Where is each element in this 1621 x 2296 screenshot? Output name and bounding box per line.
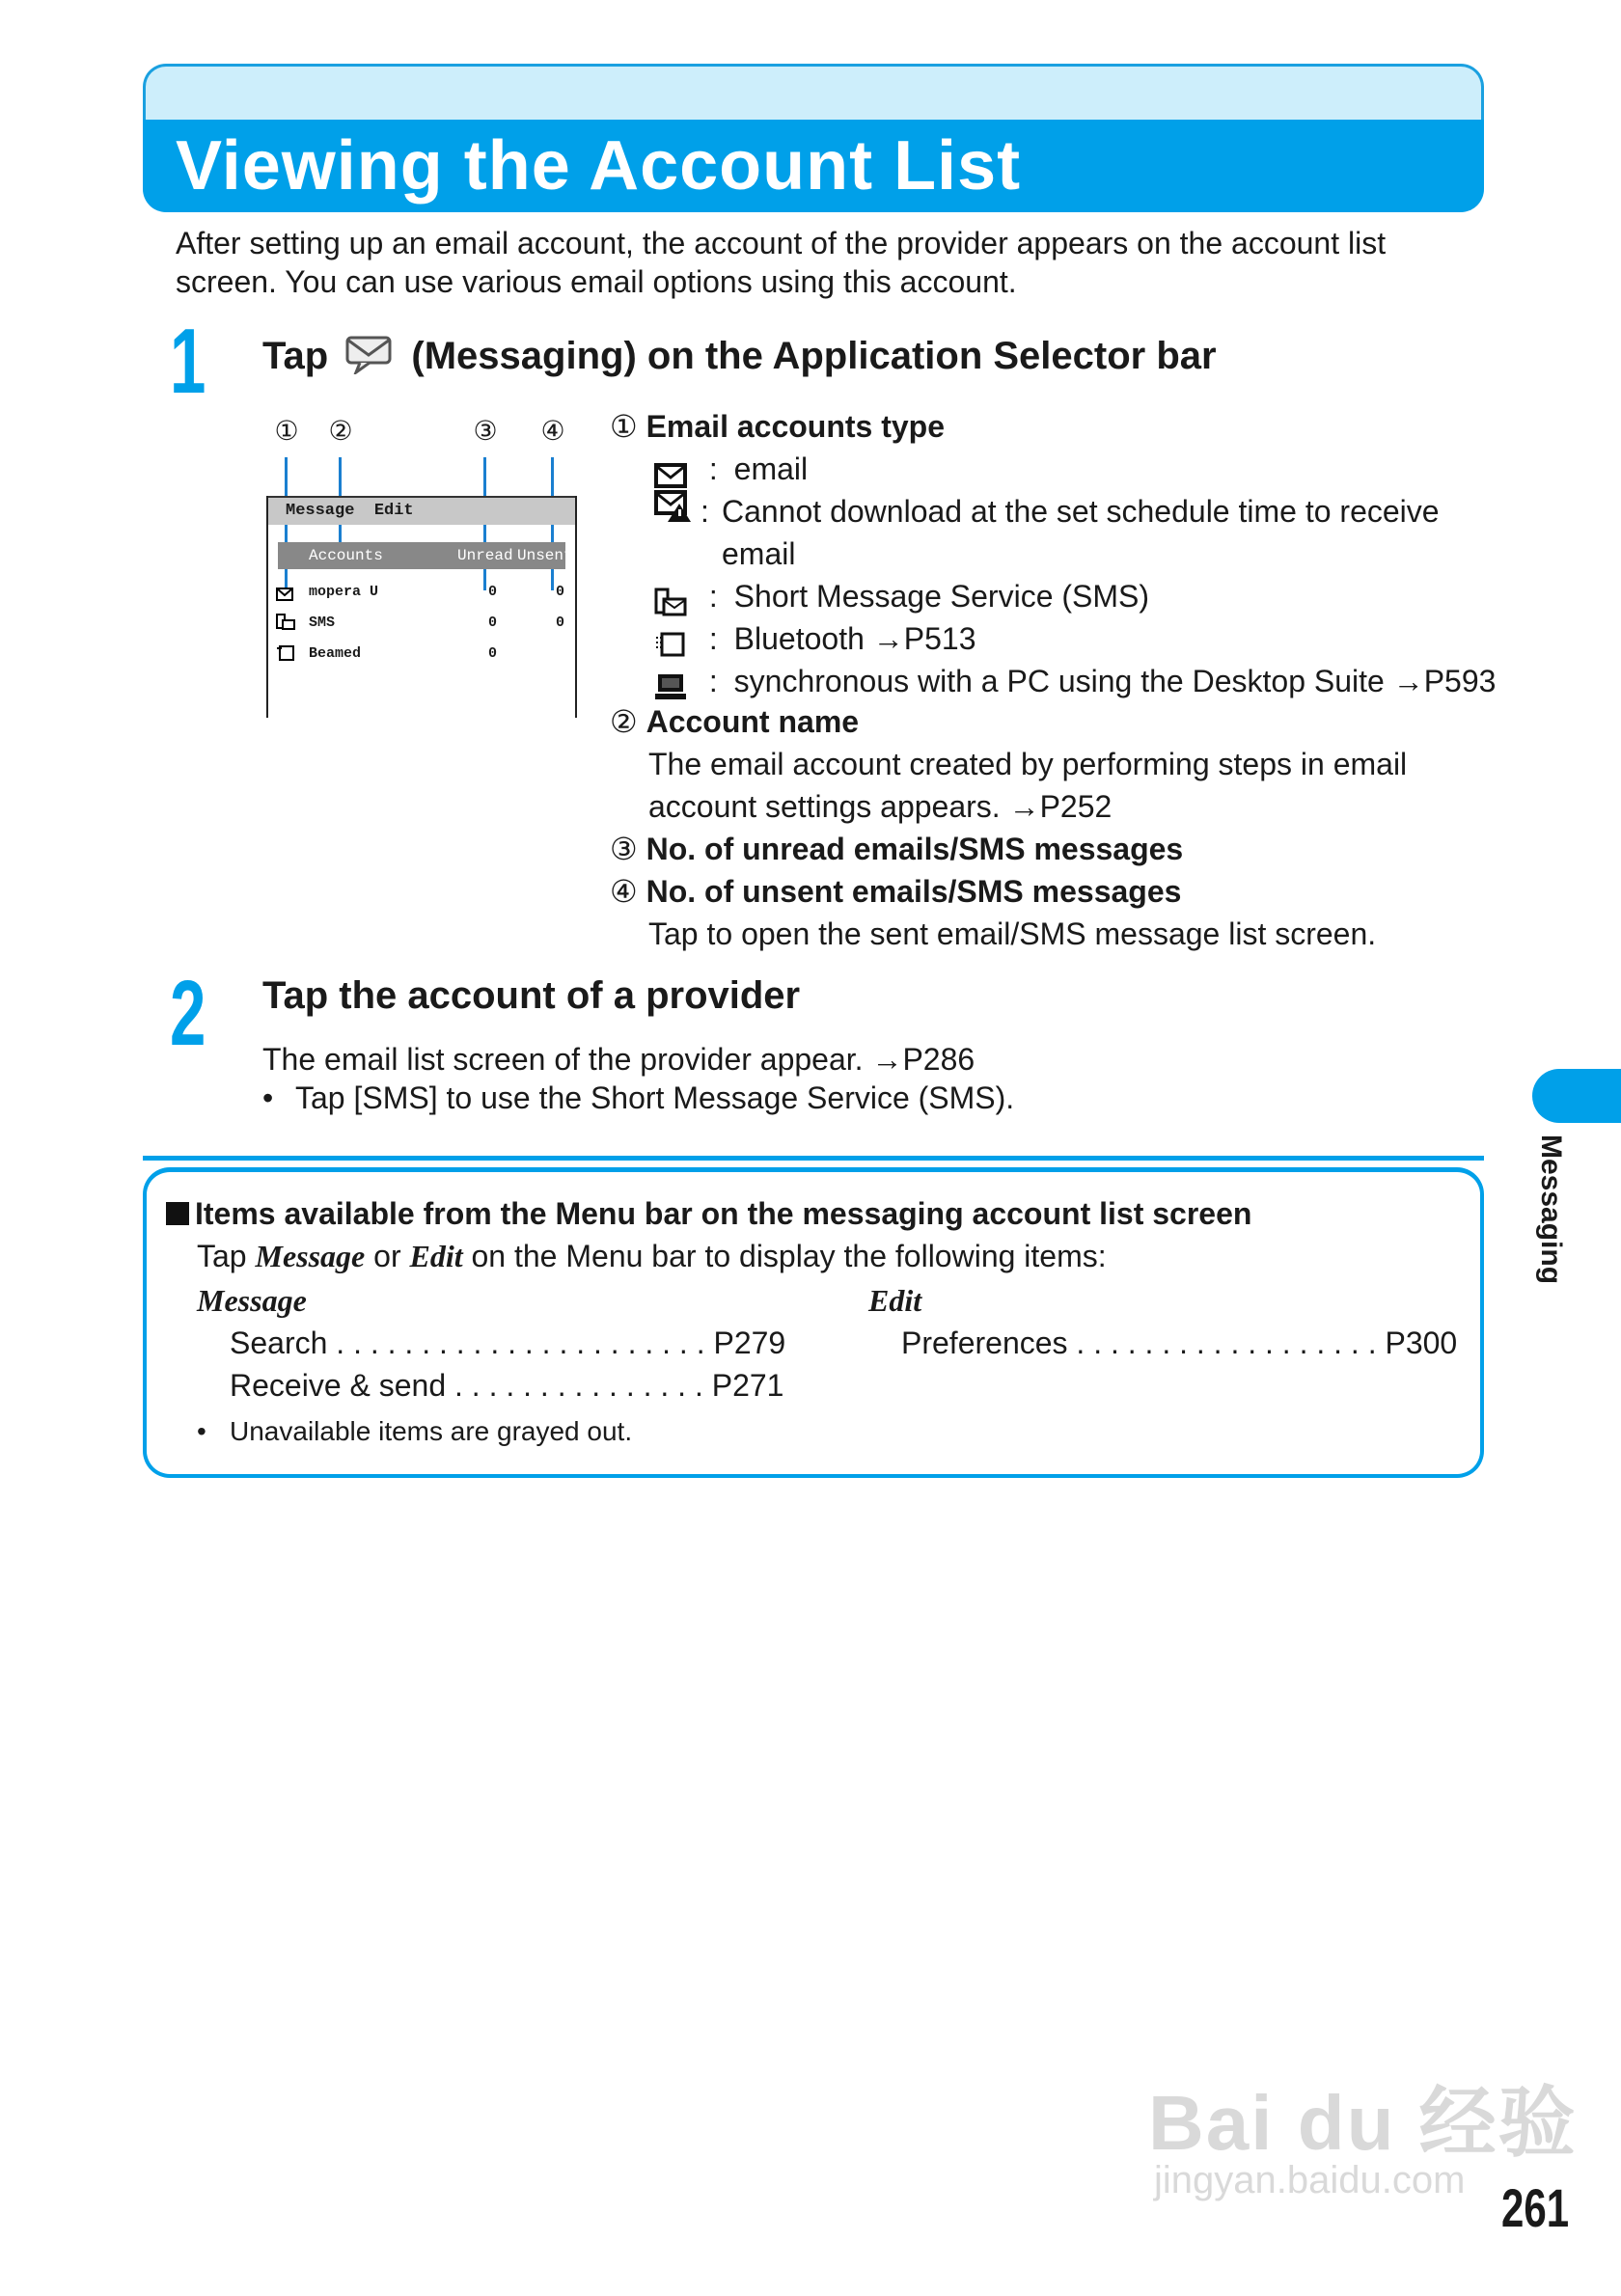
menu-item-receive: [230, 1368, 783, 1404]
callout-2: ②: [328, 416, 353, 446]
item4-text: Tap to open the sent email/SMS message list screen.: [648, 916, 1377, 951]
pc-icon: [654, 670, 687, 698]
bluetooth-icon: [654, 627, 687, 656]
line-message: Message: [255, 1239, 366, 1273]
phone-row-unread: 0: [488, 584, 498, 600]
type-row-bluetooth: [654, 617, 1484, 660]
infobox-note: [197, 1416, 632, 1447]
type-text: synchronous with a PC using the Desktop Suite →P593: [733, 664, 1497, 698]
phone-header-row: [278, 542, 573, 569]
phone-menu-bar: [268, 496, 575, 525]
item2-num: ②: [610, 704, 638, 739]
sms-icon: [276, 614, 295, 642]
step1-heading: [262, 330, 1217, 378]
item2-text: The email account created by performing steps in email account settings appears. →P252: [648, 747, 1408, 824]
sms-icon: [654, 585, 687, 614]
item3-title: No. of unread emails/SMS messages: [646, 832, 1184, 866]
menu-item-page: P271: [711, 1368, 784, 1403]
phone-row-name: Beamed: [309, 645, 362, 662]
callout-1: ①: [274, 416, 299, 446]
phone-screenshot: [266, 496, 577, 718]
phone-row[interactable]: [274, 610, 563, 637]
step1-heading-pre: Tap: [262, 335, 329, 377]
phone-col-accounts: Accounts: [309, 547, 383, 564]
menu-item-page: P300: [1385, 1326, 1458, 1360]
phone-row[interactable]: [274, 641, 563, 668]
item4-num: ④: [610, 874, 638, 909]
type-row-email: [654, 448, 1484, 490]
type-sep: :: [708, 451, 718, 486]
type-sep: :: [708, 579, 718, 614]
type-row-pc: [654, 660, 1503, 702]
type-text: Cannot download at the set schedule time to receive email: [722, 494, 1440, 571]
col2-title: Edit: [868, 1283, 922, 1318]
page-number: 261: [1501, 2177, 1570, 2238]
menu-item-dots: . . . . . . . . . . . . . . . . . . . . . .: [336, 1326, 705, 1360]
bullet-dot: •: [262, 1080, 274, 1115]
info-box-rule: [143, 1156, 1484, 1161]
menu-item-search: [230, 1326, 785, 1361]
callout-3: ③: [473, 416, 498, 446]
square-bullet-icon: [166, 1202, 189, 1225]
phone-col-unsent: Unsent: [517, 547, 573, 564]
type-text: Short Message Service (SMS): [733, 579, 1150, 614]
mail-icon: [654, 457, 687, 486]
step2-bullet: [262, 1077, 1420, 1119]
title-banner: [143, 64, 1484, 212]
infobox-line: [197, 1239, 1107, 1274]
item1-title: Email accounts type: [646, 409, 946, 444]
menu-item-page: P279: [713, 1326, 786, 1360]
type-text: email: [733, 451, 809, 486]
col1-title: Message: [197, 1283, 307, 1318]
item2: [610, 700, 1478, 743]
line-or: or: [373, 1239, 401, 1273]
item1: [610, 405, 1478, 448]
menu-item-dots: . . . . . . . . . . . . . . . . . .: [1076, 1326, 1377, 1360]
line-pre: Tap: [197, 1239, 247, 1273]
step1-number: 1: [170, 310, 206, 413]
menu-item-label: Preferences: [901, 1326, 1068, 1360]
type-text: Bluetooth →P513: [733, 621, 976, 656]
item2-title: Account name: [646, 704, 860, 739]
menu-item-label: Receive & send: [230, 1368, 447, 1403]
beamed-icon: [276, 644, 295, 672]
item3: [610, 828, 1478, 870]
step2-text: The email list screen of the provider appear. →P286: [262, 1042, 975, 1077]
menu-item-preferences: [901, 1326, 1457, 1361]
item4: [610, 870, 1478, 913]
note-text: Unavailable items are grayed out.: [230, 1416, 633, 1446]
type-row-sms: [654, 575, 1484, 617]
watermark-logo: Bai du 经验: [1148, 2080, 1578, 2166]
mail-warning-icon: [654, 490, 687, 519]
phone-row-unsent: 0: [556, 584, 565, 600]
phone-row-unsent: 0: [556, 615, 565, 631]
item3-num: ③: [610, 832, 638, 866]
phone-row-name: mopera U: [309, 584, 379, 600]
messaging-icon: [344, 330, 395, 374]
side-label: [1532, 1134, 1571, 1318]
banner-top: [143, 64, 1484, 122]
menu-item-dots: . . . . . . . . . . . . . . .: [454, 1368, 703, 1403]
line-post: on the Menu bar to display the following items:: [471, 1239, 1107, 1273]
infobox-heading: [166, 1196, 1251, 1232]
phone-col-unread: Unread: [457, 547, 513, 564]
page-title: Viewing the Account List: [176, 127, 1022, 205]
item1-num: ①: [610, 409, 638, 444]
step2-bullet-text: Tap [SMS] to use the Short Message Service (SMS).: [295, 1080, 1015, 1115]
phone-row-unread: 0: [488, 615, 498, 631]
infobox-heading-text: Items available from the Menu bar on the messaging account list screen: [195, 1196, 1252, 1231]
side-tab: [1532, 1069, 1621, 1123]
callout-4: ④: [540, 416, 565, 446]
step1-heading-post: (Messaging) on the Application Selector bar: [411, 335, 1217, 377]
type-sep: :: [701, 494, 709, 529]
mail-icon: [276, 585, 293, 612]
phone-menu-text: Message Edit: [286, 502, 414, 520]
type-sep: :: [708, 621, 718, 656]
side-label-text: Messaging: [1535, 1134, 1567, 1285]
line-edit: Edit: [409, 1239, 463, 1273]
intro-text: After setting up an email account, the account of the provider appears on the account list screen. You can use various email options using this account.: [176, 226, 1387, 299]
step2-heading: Tap the account of a provider: [262, 974, 801, 1017]
type-sep: :: [708, 664, 718, 698]
item4-title: No. of unsent emails/SMS messages: [646, 874, 1182, 909]
phone-row-name: SMS: [309, 615, 336, 631]
menu-item-label: Search: [230, 1326, 328, 1360]
watermark-url: jingyan.baidu.com: [1154, 2159, 1466, 2201]
phone-row-unread: 0: [488, 645, 498, 662]
bullet-dot: •: [197, 1416, 206, 1446]
phone-row[interactable]: [274, 579, 563, 606]
step2-number: 2: [170, 962, 206, 1065]
